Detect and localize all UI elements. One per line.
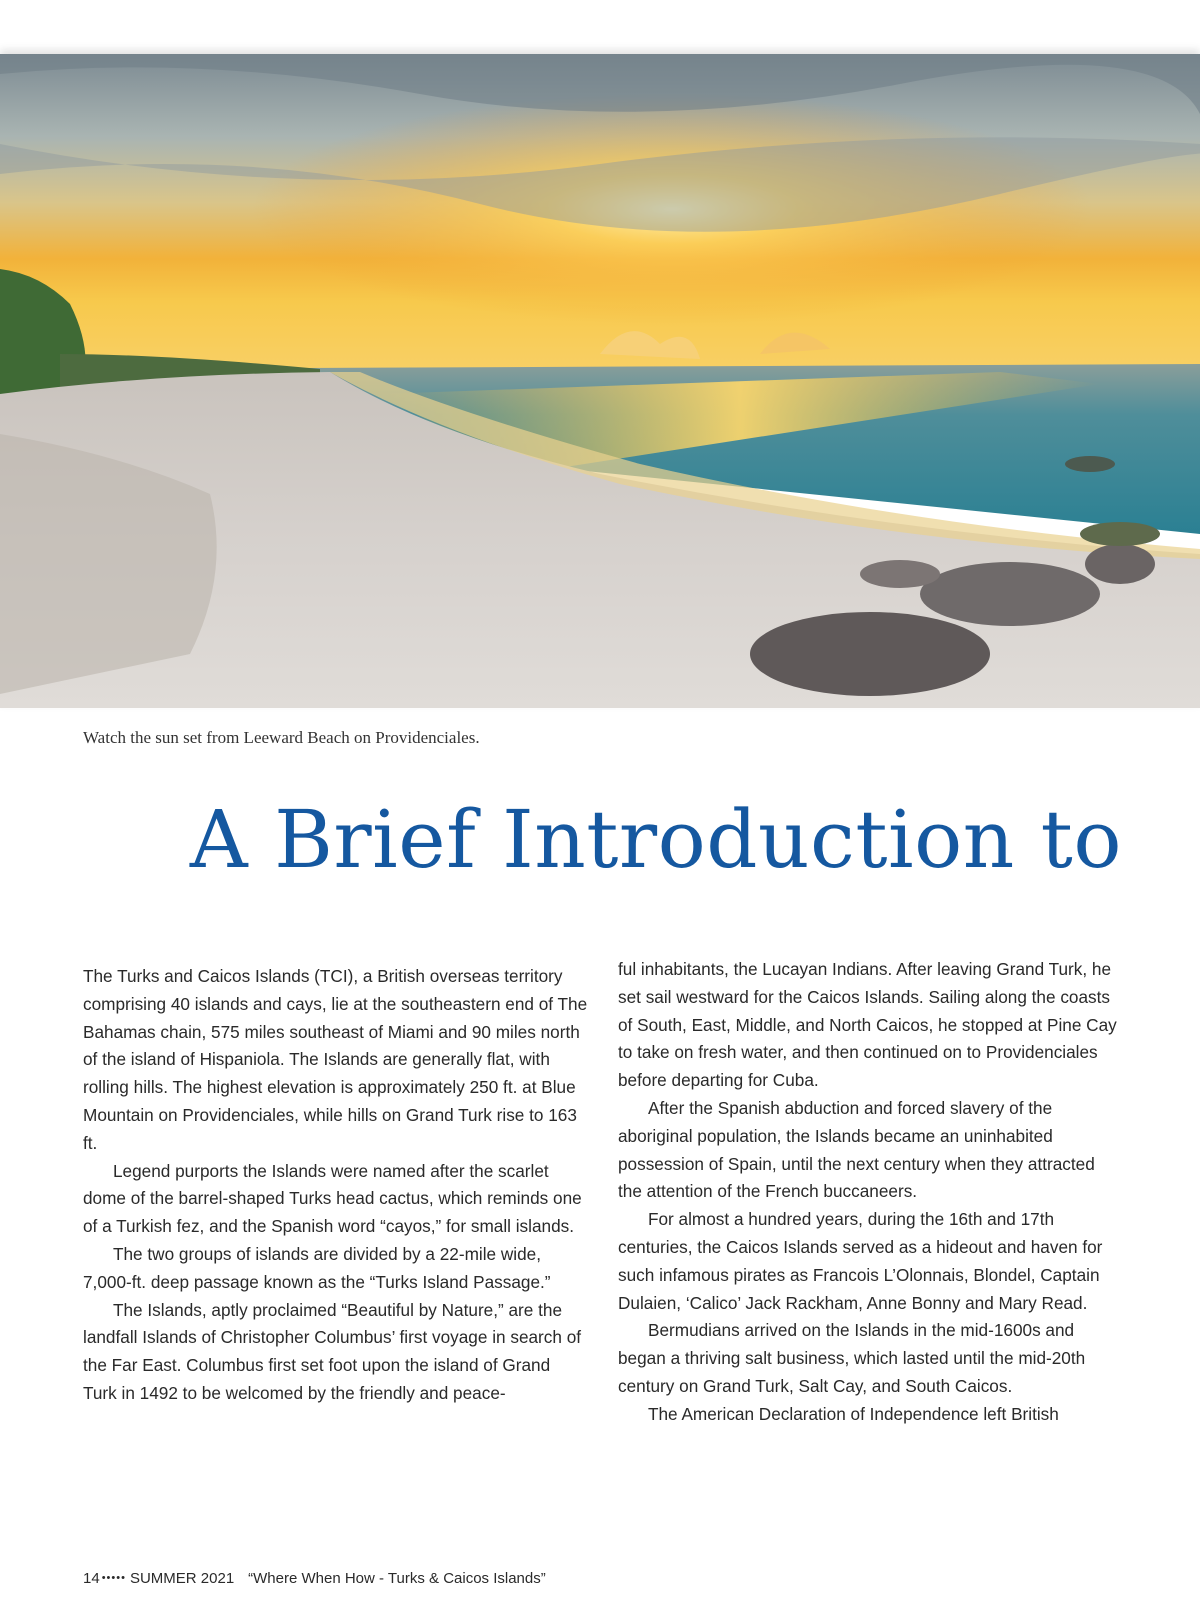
paragraph: The American Declaration of Independence left British — [648, 1403, 1059, 1424]
issue-season: SUMMER 2021 — [129, 1570, 235, 1587]
paragraph: The Turks and Caicos Islands (TCI), a British overseas territory comprising 40 islands and cays, lie at the southeastern end of The Bahamas chain, 575 miles southeast of Miami and 90 miles north of the island of Hispaniola. The Islands are generally flat, with rolling hills. The highest elevation is approximately 250 ft. at Blue Mountain on Providenciales, while hills on Grand Turk rise to 163 ft. — [83, 966, 588, 1153]
paragraph: For almost a hundred years, during the 16th and 17th centuries, the Caicos Islands served as a hideout and haven for such infamous pirates as Francois L’Olonnais, Blondel, Captain Dulaien, ‘Calico’ Jack Rackham, Anne Bonny and Mary Read. — [618, 1209, 1103, 1313]
paragraph: After the Spanish abduction and forced slavery of the aboriginal population, the Islands became an uninhabited possession of Spain, until the next century when they attracted the attention of the French buccaneers. — [618, 1097, 1095, 1202]
article-title: A Brief Introduction to — [189, 793, 1122, 886]
sunset-beach-photo — [0, 54, 1200, 708]
paragraph: ful inhabitants, the Lucayan Indians. After leaving Grand Turk, he set sail westward for the Caicos Islands. Sailing along the coasts of South, East, Middle, and North Caicos, he stopped at Pine Cay to take on fresh water, and then continued on to Providenciales before departing for Cuba. — [618, 959, 1117, 1091]
photo-caption: Watch the sun set from Leeward Beach on Providenciales. — [83, 728, 480, 747]
paragraph: Legend purports the Islands were named after the scarlet dome of the barrel-shaped Turks head cactus, which reminds one of a Turkish fez, and the Spanish word “cayos,” for small islands. — [83, 1160, 582, 1237]
article-column-right — [618, 956, 1123, 1429]
page-footer — [83, 1570, 546, 1587]
paragraph: Bermudians arrived on the Islands in the mid-1600s and began a thriving salt business, which lasted until the mid-20th century on Grand Turk, Salt Cay, and South Caicos. — [618, 1320, 1086, 1396]
publication-name: “Where When How - Turks & Caicos Islands” — [248, 1570, 546, 1587]
article-column-left — [83, 963, 588, 1408]
page-number: 14 — [83, 1570, 100, 1587]
paragraph: The two groups of islands are divided by a 22-mile wide, 7,000-ft. deep passage known as the “Turks Island Passage.” — [83, 1243, 551, 1292]
hero-photo — [0, 54, 1200, 708]
paragraph: The Islands, aptly proclaimed “Beautiful by Nature,” are the landfall Islands of Christopher Columbus’ first voyage in search of the Far East. Columbus first set foot upon the island of Grand Turk in 1492 to be welcomed by the friendly and peace- — [83, 1299, 582, 1403]
footer-dots: ••••• — [101, 1572, 126, 1584]
